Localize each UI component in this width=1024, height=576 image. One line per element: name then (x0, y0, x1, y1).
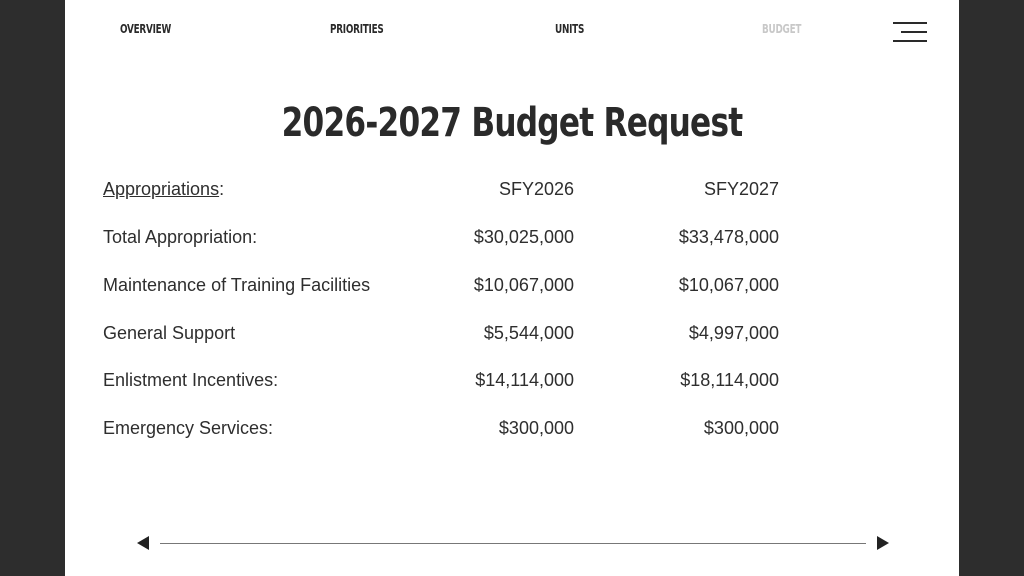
row-value-sfy2026: $5,544,000 (483, 323, 574, 343)
column-header-sfy2027: SFY2027 (703, 179, 779, 199)
menu-line-3 (893, 40, 927, 42)
row-value-sfy2026: $300,000 (498, 418, 574, 438)
table-row (65, 416, 959, 440)
slide-progress-track[interactable] (160, 543, 866, 544)
nav-priorities[interactable]: PRIORITIES (330, 22, 384, 36)
row-label: General Support (103, 323, 236, 343)
row-value-sfy2027: $33,478,000 (678, 227, 779, 247)
slide (65, 0, 959, 576)
row-label: Maintenance of Training Facilities (103, 275, 371, 295)
menu-line-1 (893, 22, 927, 24)
table-row (65, 273, 959, 297)
table-row (65, 321, 959, 345)
row-value-sfy2026: $30,025,000 (473, 227, 574, 247)
triangle-left-icon[interactable] (137, 536, 149, 550)
row-value-sfy2027: $300,000 (703, 418, 779, 438)
row-value-sfy2026: $14,114,000 (475, 370, 574, 390)
nav-units[interactable]: UNITS (555, 22, 585, 36)
table-row (65, 225, 959, 249)
header-label (103, 177, 224, 201)
header-label-suffix: : (219, 179, 225, 199)
menu-line-2 (901, 31, 927, 33)
nav-budget[interactable]: BUDGET (762, 22, 802, 36)
table-row (65, 368, 959, 392)
triangle-right-icon[interactable] (877, 536, 889, 550)
row-value-sfy2026: $10,067,000 (473, 275, 574, 295)
hamburger-menu-icon[interactable] (891, 20, 927, 48)
nav-overview[interactable]: OVERVIEW (120, 22, 171, 36)
row-value-sfy2027: $10,067,000 (678, 275, 779, 295)
row-value-sfy2027: $18,114,000 (680, 370, 779, 390)
column-header-sfy2026: SFY2026 (498, 179, 574, 199)
page-title: 2026-2027 Budget Request (281, 100, 743, 146)
row-value-sfy2027: $4,997,000 (688, 323, 779, 343)
table-header (65, 177, 959, 201)
row-label: Emergency Services: (103, 418, 274, 438)
row-label: Enlistment Incentives: (103, 370, 279, 390)
appropriations-link[interactable]: Appropriations (103, 179, 220, 199)
row-label: Total Appropriation: (103, 227, 258, 247)
